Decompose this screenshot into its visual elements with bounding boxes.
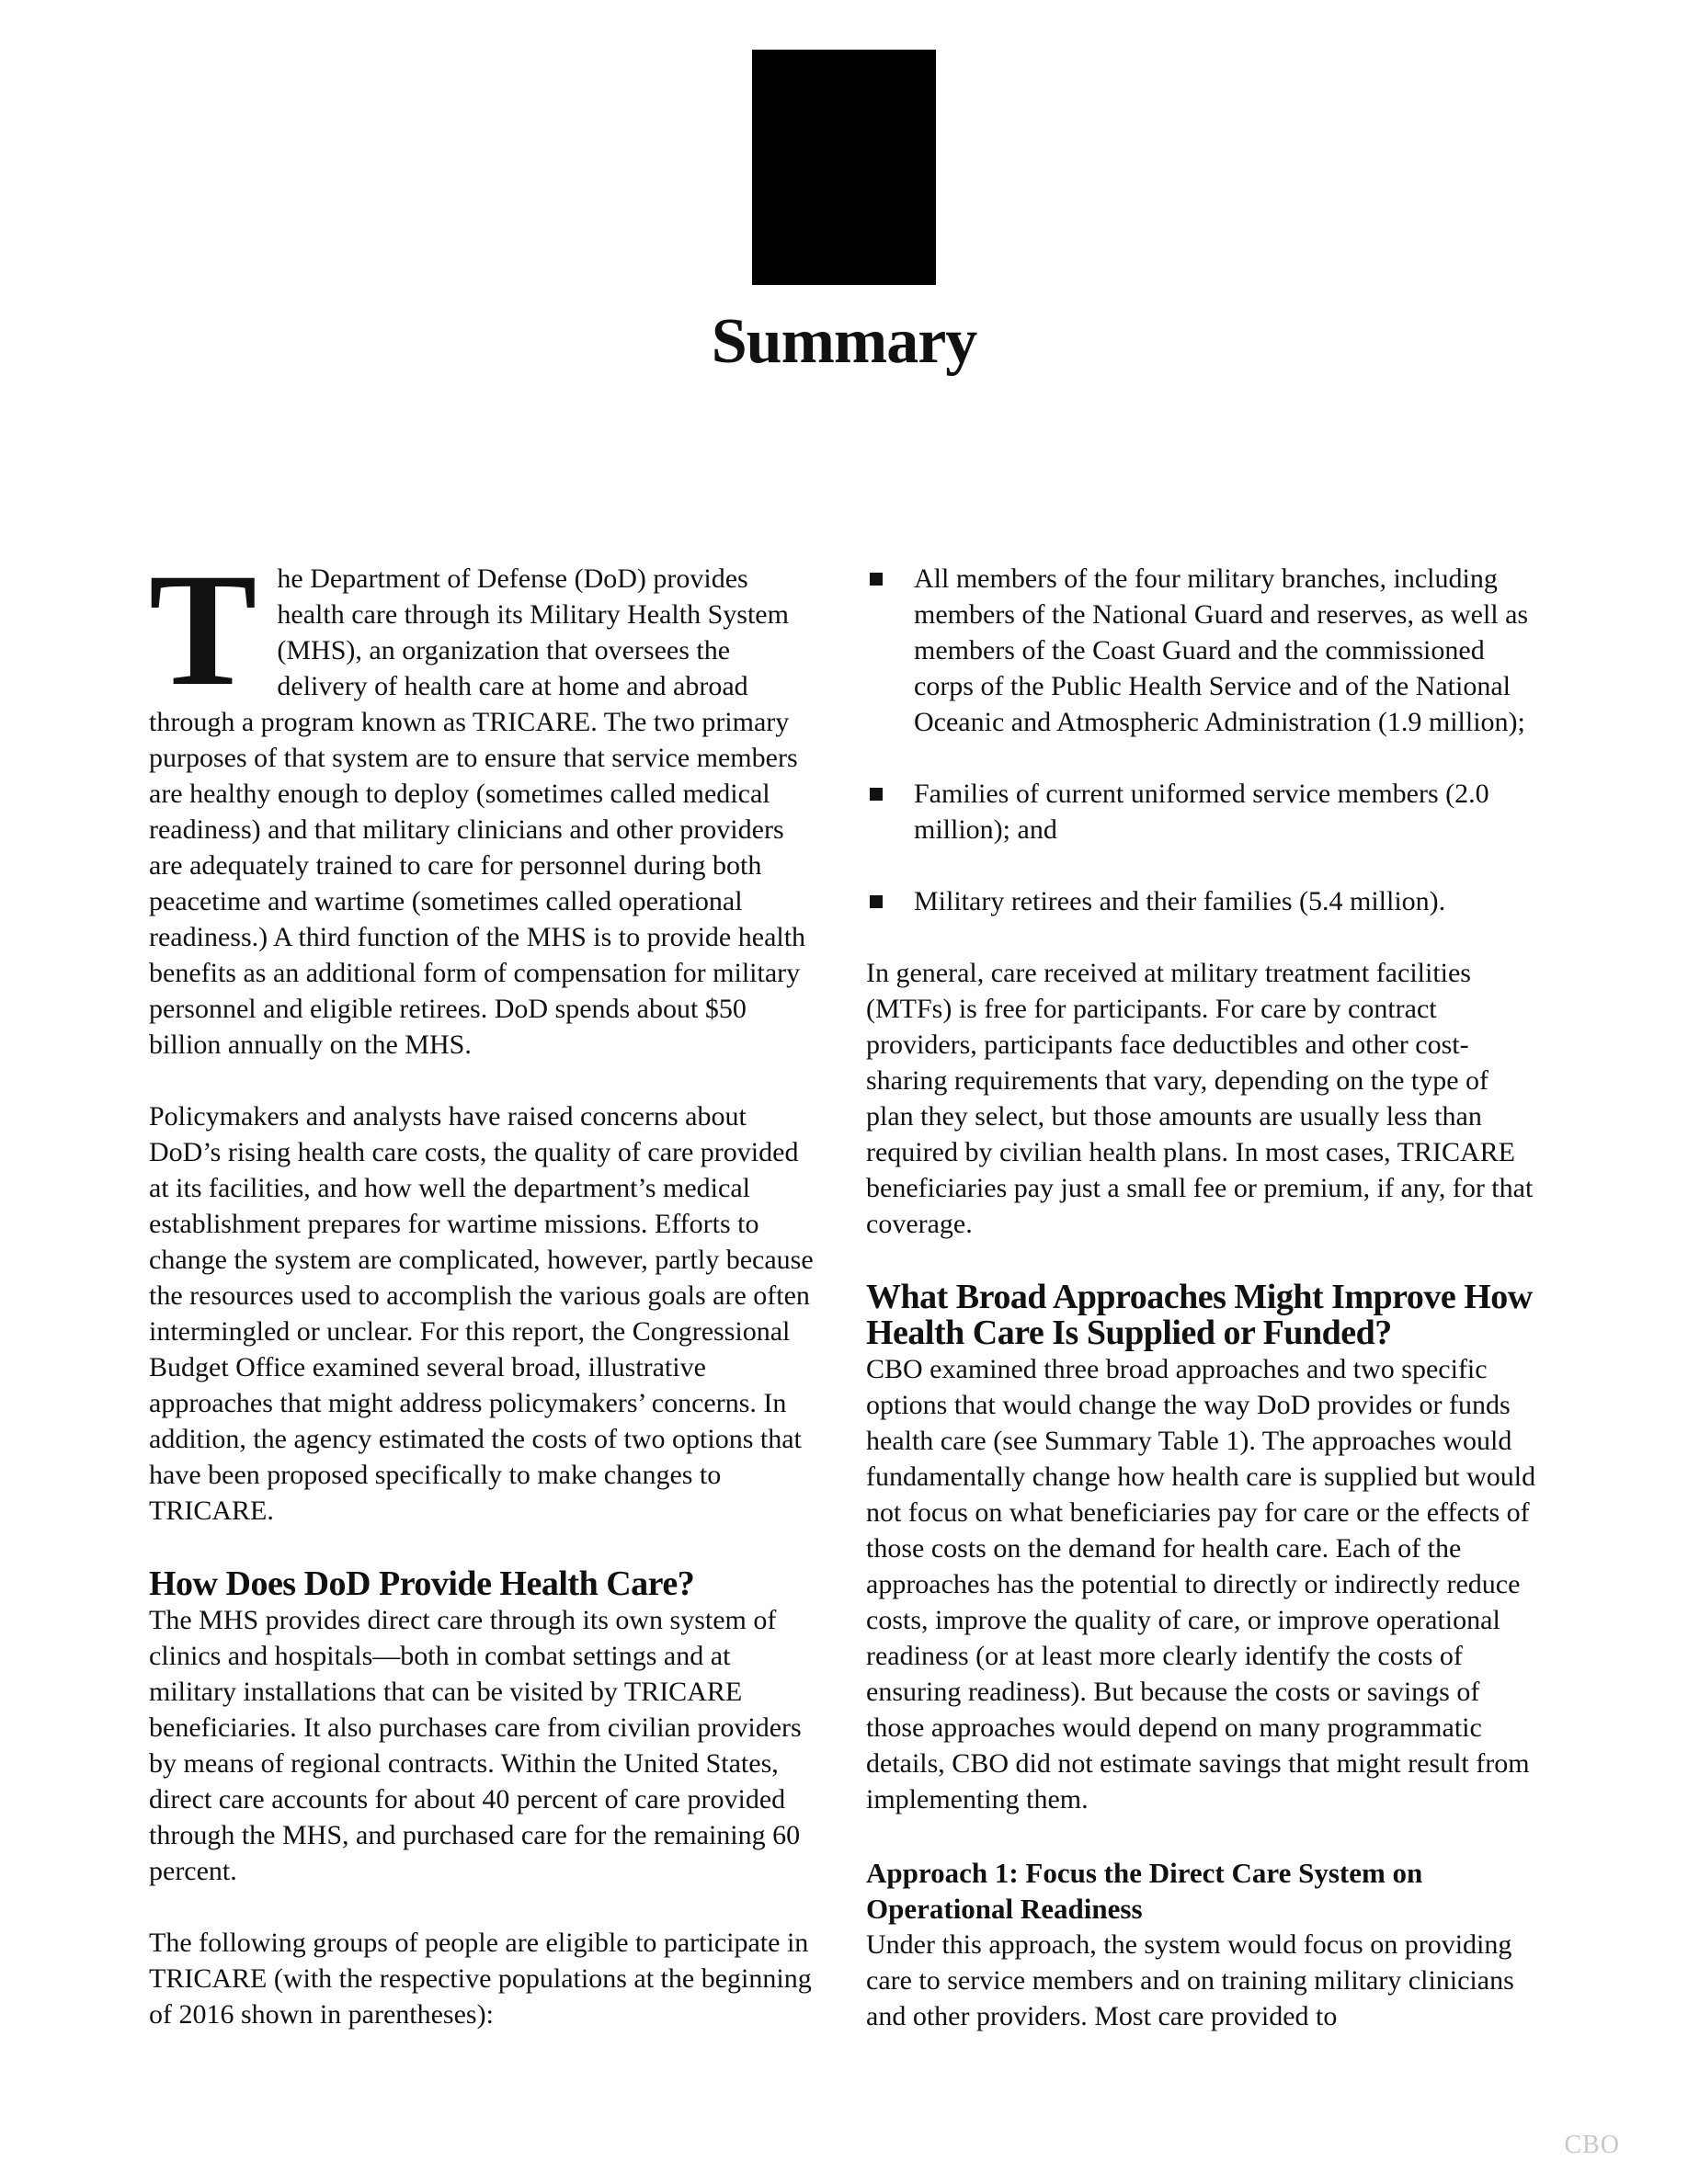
subheading-approach-1: Approach 1: Focus the Direct Care System on Operational Readiness xyxy=(866,1857,1423,1925)
drop-cap: T xyxy=(149,540,257,720)
page-title: Summary xyxy=(711,306,977,377)
eligible-groups-list xyxy=(866,561,1537,919)
chapter-tab-block xyxy=(752,50,936,285)
concerns-paragraph: Policymakers and analysts have raised concerns about DoD’s rising health care costs, the quality of care provided at its facilities, and how well the department’s medical establishment prepares for wartime missions. Efforts to change the system are complicated, however, partly because the resources used to accomplish the various goals are often intermingled or unclear. For this report, the Congressional Budget Office examined several broad, illustrative approaches that might address policymakers’ concerns. In addition, the agency estimated the costs of two options that have been proposed specifically to make changes to TRICARE. xyxy=(149,1101,814,1526)
section-heading-how-dod-provides: How Does DoD Provide Health Care? xyxy=(149,1564,695,1603)
list-item-text: Families of current uniformed service members (2.0 million); and xyxy=(914,779,1489,845)
list-item xyxy=(866,776,1537,847)
list-item-text: Military retirees and their families (5.4 million). xyxy=(914,886,1446,916)
direct-care-paragraph: The MHS provides direct care through its own system of clinics and hospitals—both in combat settings and at military installations that can be visited by TRICARE beneficiaries. It also purchases care from civilian providers by means of regional contracts. Within the United States, direct care accounts for about 40 percent of care provided through the MHS, and purchased care for the remaining 60 percent. xyxy=(149,1605,802,1886)
approaches-paragraph: CBO examined three broad approaches and two specific options that would change the way DoD provides or funds health care (see Summary Table 1). The approaches would fundamentally change how health care is supplied but would not focus on what beneficiaries pay for care or the effects of those costs on the demand for health care. Each of the approaches has the potential to directly or indirectly reduce costs, improve the quality of care, or improve operational readiness (or at least more clearly identify the costs of ensuring readiness). But because the costs or savings of those approaches would depend on many programmatic details, CBO did not estimate savings that might result from implementing them. xyxy=(866,1354,1536,1814)
left-column xyxy=(149,540,818,2032)
intro-text: he Department of Defense (DoD) provides health care through its Military Health System (MHS), an organization that oversees the delivery of health care at home and abroad through a program known as TRICARE. The two primary purposes of that system are to ensure that service members are healthy enough to deploy (sometimes called medical readiness) and that military clinicians and other providers are adequately trained to care for personnel during both peacetime and wartime (sometimes called operational readiness.) A third function of the MHS is to provide health benefits as an additional form of compensation for military personnel and eligible retirees. DoD spends about $50 billion annually on the MHS. xyxy=(149,563,806,1060)
square-bullet-icon xyxy=(870,573,883,586)
square-bullet-icon xyxy=(870,788,883,801)
eligibility-paragraph: The following groups of people are eligible to participate in TRICARE (with the respective populations at the beginning of 2016 shown in parentheses): xyxy=(149,1928,812,2030)
intro-paragraph xyxy=(149,540,818,1063)
list-item-text: All members of the four military branches, including members of the National Guard and reserves, as well as members of the Coast Guard and the commissioned corps of the Public Health Service and of the National Oceanic and Atmospheric Administration (1.9 million); xyxy=(914,563,1529,737)
list-item xyxy=(866,883,1537,919)
right-column xyxy=(866,561,1537,2034)
section-heading-broad-approaches: What Broad Approaches Might Improve How Health Care Is Supplied or Funded? xyxy=(866,1278,1533,1352)
approach-1-paragraph: Under this approach, the system would focus on providing care to service members and on training military clinicians and other providers. Most care provided to xyxy=(866,1929,1514,2031)
list-item xyxy=(866,561,1537,740)
square-bullet-icon xyxy=(870,895,883,908)
cost-sharing-paragraph: In general, care received at military treatment facilities (MTFs) is free for participants. For care by contract providers, participants face deductibles and other cost-sharing requirements that vary, depending on the type of plan they select, but those amounts are usually less than required by civilian health plans. In most cases, TRICARE beneficiaries pay just a small fee or premium, if any, for that coverage. xyxy=(866,958,1534,1239)
page-folio: CBO xyxy=(1564,2131,1620,2159)
